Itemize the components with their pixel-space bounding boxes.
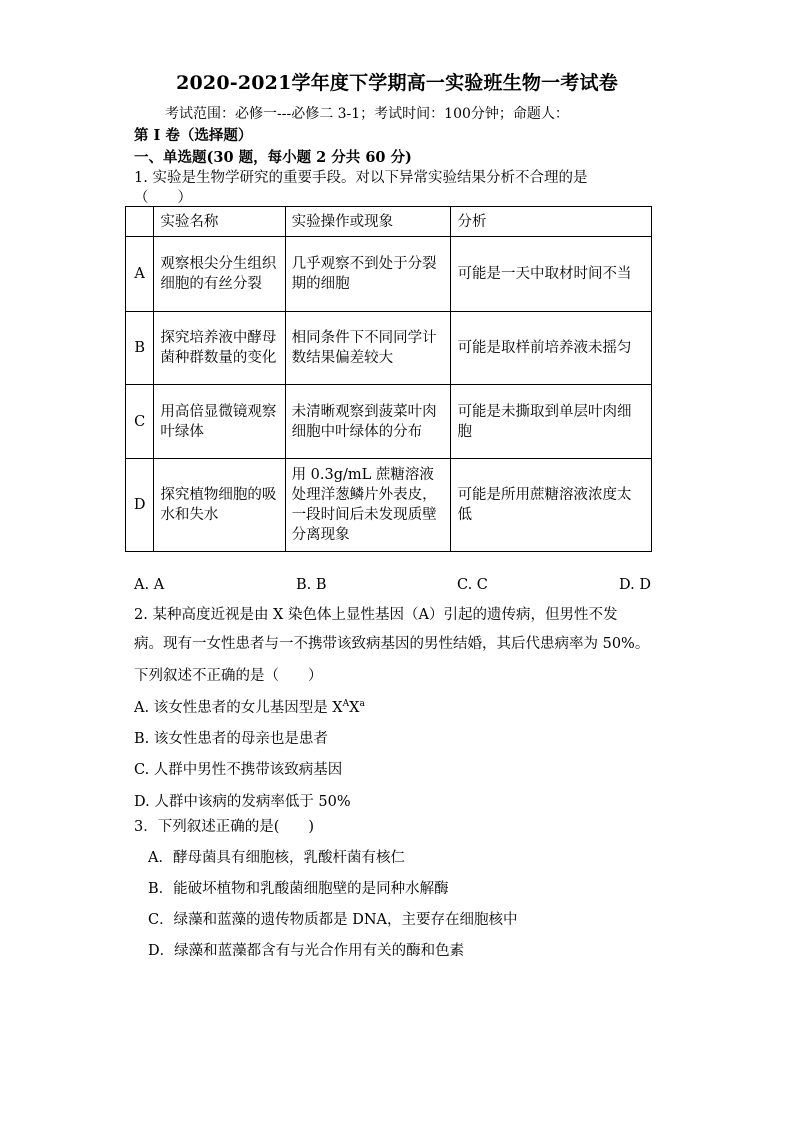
q2-option-d[interactable]: D. 人群中该病的发病率低于 50%: [134, 794, 351, 810]
table-header-cell: [126, 207, 154, 237]
table-cell: 探究培养液中酵母菌种群数量的变化: [154, 312, 285, 385]
table-cell: 观察根尖分生组织细胞的有丝分裂: [154, 237, 285, 312]
q3-option-b[interactable]: B．能破坏植物和乳酸菌细胞壁的是同种水解酶: [148, 881, 449, 897]
q2-option-a[interactable]: [134, 696, 365, 717]
table-cell: 可能是取样前培养液未摇匀: [451, 312, 652, 385]
q3-option-a[interactable]: A．酵母菌具有细胞核，乳酸杆菌有核仁: [148, 850, 405, 866]
table-cell: B: [126, 312, 154, 385]
table-row: [126, 237, 652, 312]
table-header-cell: 分析: [451, 207, 652, 237]
q1-option-b[interactable]: B. B: [296, 577, 327, 593]
table-header-cell: 实验操作或现象: [285, 207, 451, 237]
section-heading: 一、单选题(30 题，每小题 2 分共 60 分): [134, 149, 412, 166]
table-cell: 几乎观察不到处于分裂期的细胞: [285, 237, 451, 312]
q1-stem-line1: 1. 实验是生物学研究的重要手段。对以下异常实验结果分析不合理的是: [134, 170, 588, 186]
table-row: [126, 312, 652, 385]
part-heading: 第 I 卷（选择题）: [134, 127, 253, 144]
q2-stem-line2: 病。现有一女性患者与一不携带该致病基因的男性结婚，其后代患病率为 50%。: [134, 636, 650, 652]
exam-info-line: 考试范围：必修一---必修二 3-1；考试时间：100分钟；命题人：: [165, 106, 569, 122]
table-cell: C: [126, 385, 154, 459]
q2-option-a-x: X: [349, 700, 360, 716]
table-cell: 相同条件下不同同学计数结果偏差较大: [285, 312, 451, 385]
table-row: [126, 459, 652, 552]
q2-stem-line3: 下列叙述不正确的是（ ）: [134, 668, 323, 684]
table-cell: 用 0.3g/mL 蔗糖溶液处理洋葱鳞片外表皮，一段时间后未发现质壁分离现象: [285, 459, 451, 552]
table-cell: 可能是未撕取到单层叶肉细胞: [451, 385, 652, 459]
q1-option-c[interactable]: C. C: [457, 577, 488, 593]
q1-option-a[interactable]: A. A: [134, 577, 165, 593]
table-cell: A: [126, 237, 154, 312]
q2-stem-line1: 2. 某种高度近视是由 X 染色体上显性基因（A）引起的遗传病，但男性不发: [134, 607, 618, 623]
table-cell: D: [126, 459, 154, 552]
q1-stem-line2: （ ）: [134, 190, 192, 206]
table-cell: 可能是一天中取材时间不当: [451, 237, 652, 312]
q1-option-d[interactable]: D. D: [619, 577, 651, 593]
q2-option-c[interactable]: C. 人群中男性不携带该致病基因: [134, 762, 343, 778]
table-header-row: [126, 207, 652, 237]
q1-experiment-table: [125, 206, 652, 552]
q3-option-c[interactable]: C．绿藻和蓝藻的遗传物质都是 DNA，主要存在细胞核中: [148, 912, 518, 928]
q2-option-b[interactable]: B. 该女性患者的母亲也是患者: [134, 731, 328, 747]
table-row: [126, 385, 652, 459]
allele-superscript: a: [359, 699, 365, 709]
table-cell: 用高倍显微镜观察叶绿体: [154, 385, 285, 459]
q3-stem: 3．下列叙述正确的是( ): [134, 819, 315, 835]
exam-title: 2020-2021学年度下学期高一实验班生物一考试卷: [176, 72, 618, 94]
table-cell: 可能是所用蔗糖溶液浓度太低: [451, 459, 652, 552]
allele-superscript: A: [342, 699, 350, 709]
table-cell: 探究植物细胞的吸水和失水: [154, 459, 285, 552]
q3-option-d[interactable]: D．绿藻和蓝藻都含有与光合作用有关的酶和色素: [148, 943, 465, 959]
q2-option-a-text: A. 该女性患者的女儿基因型是 X: [134, 700, 343, 716]
table-header-cell: 实验名称: [154, 207, 285, 237]
table-cell: 未清晰观察到菠菜叶肉细胞中叶绿体的分布: [285, 385, 451, 459]
